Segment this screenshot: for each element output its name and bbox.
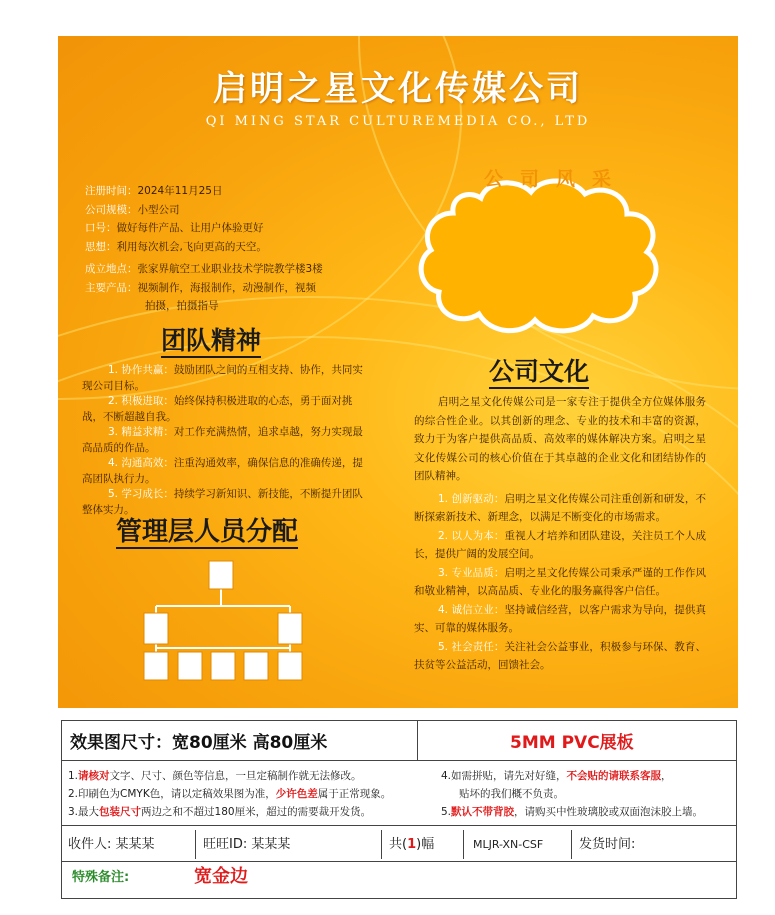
divider	[463, 830, 464, 859]
info-row: 公司规模：小型公司	[85, 203, 180, 216]
product-code: MLJR-XN-CSF	[473, 838, 544, 851]
wangwang-id: 旺旺ID: 某某某	[203, 837, 291, 852]
culture-title: 公司文化	[489, 357, 589, 389]
management-title: 管理层人员分配	[116, 517, 299, 547]
info-row: 拍摄，拍摄指导	[145, 300, 219, 312]
org-box-bottom	[211, 652, 235, 680]
material-label: 5MM PVC展板	[510, 733, 634, 753]
note-5: 5.默认不带背胶，请购买中性玻璃胶或双面泡沫胶上墙。	[441, 806, 704, 818]
culture-intro: 启明之星文化传媒公司是一家专注于提供全方位媒体服务的综合性企业。以其创新的理念、专业的技术和丰富的资源，致力于为客户提供高品质、高效率的媒体解决方案。启明之星文化传媒公司的核心价值在于其卓越的企业文化和团结协作的团队精神。	[414, 396, 706, 482]
ship-time: 发货时间:	[579, 837, 636, 852]
size-info: 效果图尺寸：宽80厘米 高80厘米	[70, 733, 328, 753]
culture-text	[414, 393, 706, 675]
order-row	[62, 826, 736, 862]
org-box-bottom	[278, 652, 302, 680]
team-item: 5. 学习成长：持续学习新知识、新技能，不断提升团队整体实力。	[82, 488, 363, 516]
remark-value: 宽金边	[194, 866, 248, 887]
org-box-bottom	[144, 652, 168, 680]
team-item: 4. 沟通高效：注重沟通效率，确保信息的准确传递，提高团队执行力。	[82, 457, 363, 485]
info-row: 口号：做好每件产品、让用户体验更好	[85, 222, 264, 234]
org-box-left	[144, 613, 168, 644]
team-item: 2. 积极进取：始终保持积极进取的心态，勇于面对挑战，不断超越自我。	[82, 395, 353, 423]
team-spirit-text	[82, 363, 372, 518]
org-box-right	[278, 613, 302, 644]
note-1: 1.请核对文字、尺寸、颜色等信息，一旦定稿制作就无法修改。	[68, 770, 362, 782]
culture-item: 4. 诚信立业：坚持诚信经营，以客户需求为导向，提供真实、可靠的媒体服务。	[414, 603, 706, 634]
org-chart	[138, 556, 318, 681]
divider	[195, 830, 196, 859]
poster	[58, 36, 738, 708]
piece-count: 共(1)幅	[389, 837, 435, 852]
culture-item: 2. 以人为本：重视人才培养和团队建设，关注员工个人成长，提供广阔的发展空间。	[414, 529, 706, 560]
receiver: 收件人: 某某某	[68, 837, 155, 852]
info-row: 成立地点：张家界航空工业职业技术学院教学楼3楼	[85, 263, 323, 275]
team-item: 3. 精益求精：对工作充满热情，追求卓越，努力实现最高品质的作品。	[82, 426, 363, 454]
company-title: 启明之星文化传媒公司	[213, 69, 583, 109]
divider	[571, 830, 572, 859]
team-item: 1. 协作共赢：鼓励团队之间的互相支持、协作，共同实现公司目标。	[82, 364, 363, 392]
note-3: 3.最大包装尺寸两边之和不超过180厘米，超过的需要裁开发货。	[68, 806, 372, 818]
info-row: 注册时间：2024年11月25日	[85, 185, 223, 197]
note-2: 2.印刷色为CMYK色，请以定稿效果图为准，少许色差属于正常现象。	[68, 788, 392, 800]
org-box-bottom	[178, 652, 202, 680]
note-4b: 贴坏的我们概不负责。	[459, 788, 564, 800]
divider	[417, 721, 418, 761]
company-info	[85, 182, 385, 316]
culture-item: 5. 社会责任：关注社会公益事业，积极参与环保、教育、扶贫等公益活动，回馈社会。	[414, 640, 706, 671]
divider	[381, 830, 382, 859]
org-box-top	[209, 561, 233, 589]
company-title-en: QI MING STAR CULTUREMEDIA CO., LTD	[205, 114, 591, 129]
team-title: 团队精神	[161, 326, 261, 358]
org-box-bottom	[244, 652, 268, 680]
info-row: 思想：利用每次机会,飞向更高的天空。	[85, 240, 267, 253]
spec-panel	[61, 720, 737, 899]
remark-row	[62, 862, 736, 898]
info-row: 主要产品：视频制作，海报制作，动漫制作，视频	[85, 281, 316, 294]
culture-item: 3. 专业品质：启明之星文化传媒公司秉承严谨的工作作风和敬业精神，以高品质、专业化的服务赢得客户信任。	[414, 566, 706, 597]
size-row	[62, 721, 736, 761]
notes-row	[62, 761, 736, 826]
cloud-title: 公司风采	[483, 168, 628, 190]
note-4: 4.如需拼贴，请先对好缝，不会贴的请联系客服，	[441, 770, 672, 782]
remark-label: 特殊备注:	[72, 870, 130, 885]
culture-item: 1. 创新驱动：启明之星文化传媒公司注重创新和研发，不断探索新技术、新理念，以满足不断变化的市场需求。	[414, 492, 706, 523]
